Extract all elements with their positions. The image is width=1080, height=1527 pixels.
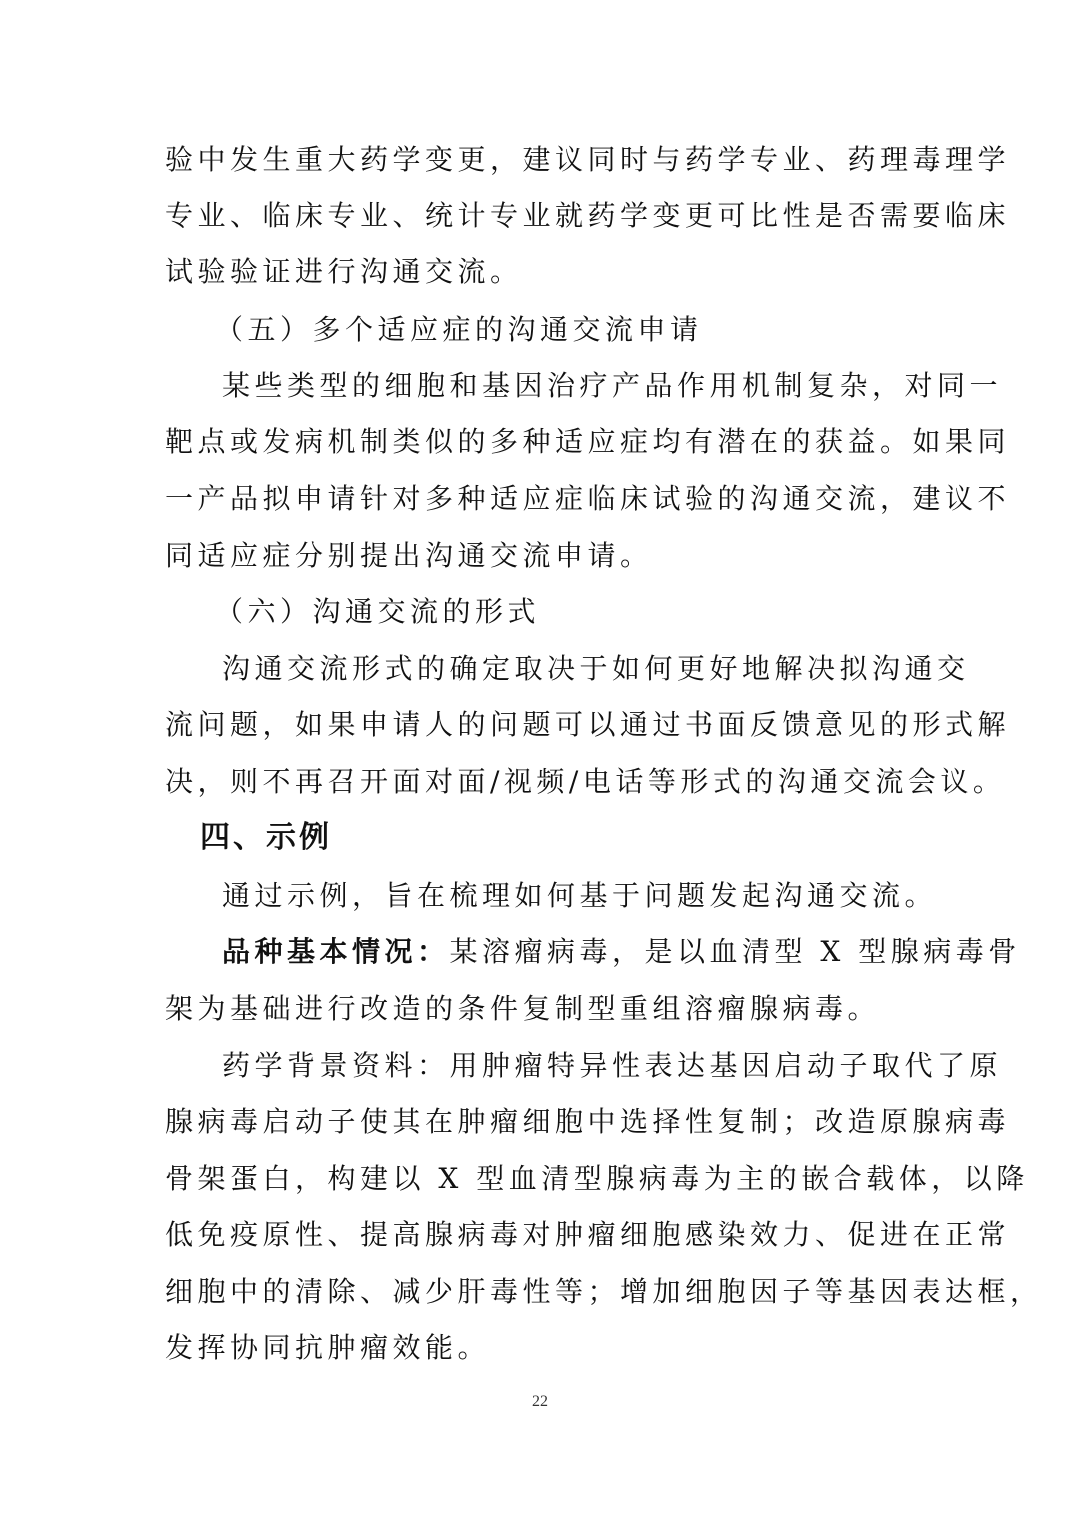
body-text-line: 同适应症分别提出沟通交流申请。 [165, 539, 653, 572]
body-text-line: 决，则不再召开面对面/视频/电话等形式的沟通交流会议。 [165, 765, 1006, 798]
body-text-line: 靶点或发病机制类似的多种适应症均有潜在的获益。如果同 [165, 425, 1011, 458]
body-text-line: 验中发生重大药学变更，建议同时与药学专业、药理毒理学 [165, 143, 1011, 176]
subheading-six: （六）沟通交流的形式 [215, 595, 541, 628]
variety-info-text: 某溶瘤病毒，是以血清型 X 型腺病毒骨 [449, 935, 1021, 968]
page-number: 22 [532, 1393, 548, 1410]
body-text-line: 沟通交流形式的确定取决于如何更好地解决拟沟通交 [222, 652, 970, 685]
body-text-line: 腺病毒启动子使其在肿瘤细胞中选择性复制；改造原腺病毒 [165, 1105, 1011, 1138]
body-text-line: 发挥协同抗肿瘤效能。 [165, 1331, 491, 1364]
body-text-line: 骨架蛋白，构建以 X 型血清型腺病毒为主的嵌合载体，以降 [165, 1162, 1029, 1195]
body-text-line: 细胞中的清除、减少肝毒性等；增加细胞因子等基因表达框， [165, 1275, 1043, 1308]
variety-info-line [222, 932, 1021, 972]
section-heading-examples: 四、示例 [200, 820, 332, 855]
body-text-line: 流问题，如果申请人的问题可以通过书面反馈意见的形式解 [165, 708, 1011, 741]
body-text-line: 架为基础进行改造的条件复制型重组溶瘤腺病毒。 [165, 992, 881, 1025]
body-text-line: 试验验证进行沟通交流。 [165, 255, 523, 288]
body-text-line: 药学背景资料：用肿瘤特异性表达基因启动子取代了原 [222, 1049, 1003, 1082]
body-text-line: 一产品拟申请针对多种适应症临床试验的沟通交流，建议不 [165, 482, 1011, 515]
body-text-line: 专业、临床专业、统计专业就药学变更可比性是否需要临床 [165, 199, 1011, 232]
body-text-line: 低免疫原性、提高腺病毒对肿瘤细胞感染效力、促进在正常 [165, 1218, 1011, 1251]
body-text-line: 通过示例，旨在梳理如何基于问题发起沟通交流。 [222, 879, 938, 912]
body-text-line: 某些类型的细胞和基因治疗产品作用机制复杂，对同一 [222, 369, 1003, 402]
subheading-five: （五）多个适应症的沟通交流申请 [215, 313, 703, 346]
variety-info-label: 品种基本情况： [222, 935, 450, 968]
